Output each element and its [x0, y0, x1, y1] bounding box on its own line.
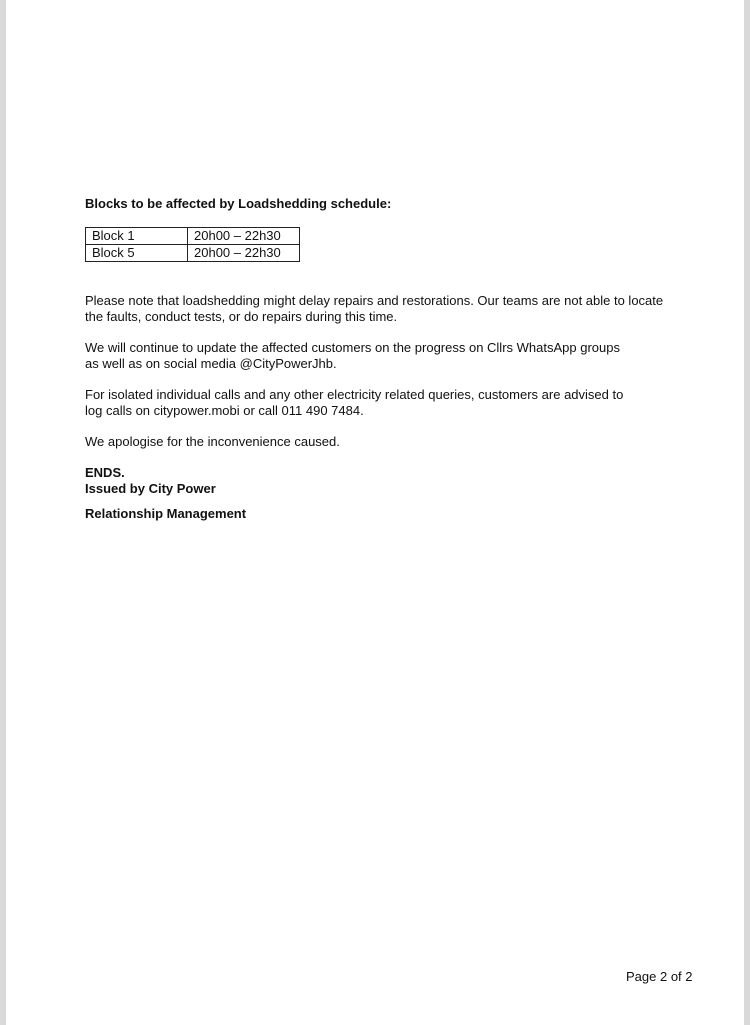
- table-row: [86, 228, 300, 245]
- queries-paragraph: [85, 387, 705, 419]
- paragraph-line: We apologise for the inconvenience caused.: [85, 434, 340, 449]
- block-cell: Block 5: [86, 245, 188, 262]
- paragraph-line: log calls on citypower.mobi or call 011 490 7484.: [85, 403, 364, 418]
- loadshedding-schedule-table: [85, 227, 300, 262]
- table-row: [86, 245, 300, 262]
- paragraph-line: For isolated individual calls and any other electricity related queries, customers are advised to: [85, 387, 624, 402]
- page-number: Page 2 of 2: [626, 969, 693, 984]
- paragraph-line: Please note that loadshedding might delay repairs and restorations. Our teams are not able to locate: [85, 293, 664, 308]
- repairs-delay-paragraph: [85, 293, 705, 325]
- time-cell: 20h00 – 22h30: [188, 228, 300, 245]
- ends-marker: ENDS.: [85, 465, 125, 480]
- document-page: [6, 0, 744, 1025]
- document-body: [85, 196, 705, 522]
- block-cell: Block 1: [86, 228, 188, 245]
- updates-paragraph: [85, 340, 705, 372]
- paragraph-line: the faults, conduct tests, or do repairs during this time.: [85, 309, 398, 324]
- paragraph-line: We will continue to update the affected customers on the progress on Cllrs WhatsApp groups: [85, 340, 620, 355]
- time-cell: 20h00 – 22h30: [188, 245, 300, 262]
- department-name: Relationship Management: [85, 506, 247, 521]
- issued-by: Issued by City Power: [85, 481, 216, 496]
- schedule-heading: Blocks to be affected by Loadshedding schedule:: [85, 196, 392, 211]
- paragraph-line: as well as on social media @CityPowerJhb.: [85, 356, 337, 371]
- apology-paragraph: [85, 434, 705, 450]
